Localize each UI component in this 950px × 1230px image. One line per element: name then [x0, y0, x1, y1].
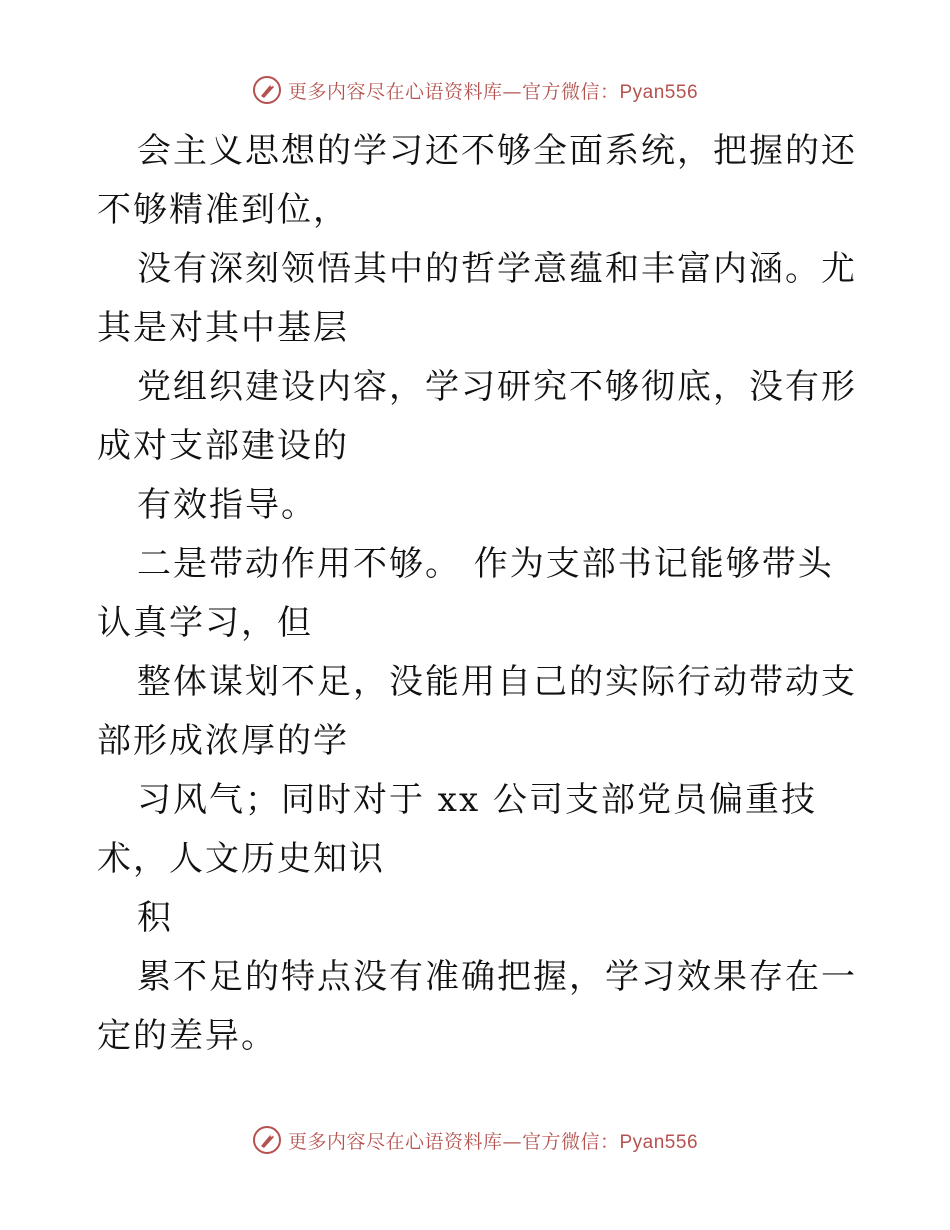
paragraph: 没有深刻领悟其中的哲学意蕴和丰富内涵。尤其是对其中基层 [97, 249, 857, 348]
pen-nib-logo-icon [252, 75, 282, 105]
header-banner-main: 更多内容尽在心语资料库—官方微信： [287, 80, 620, 103]
paragraph: 二是带动作用不够。 作为支部书记能够带头认真学习，但 [97, 544, 834, 643]
footer-banner-text [288, 1127, 698, 1154]
paragraph: 习风气；同时对于 xx 公司支部党员偏重技术，人文历史知识 [97, 780, 817, 879]
footer-banner [0, 1120, 950, 1160]
paragraph: 党组织建设内容，学习研究不够彻底，没有形成对支部建设的 [97, 367, 857, 466]
paragraph: 整体谋划不足，没能用自己的实际行动带动支部形成浓厚的学 [97, 662, 857, 761]
document-body [97, 122, 857, 1066]
header-banner-id: Pyan556 [619, 81, 699, 103]
footer-banner-id: Pyan556 [619, 1131, 699, 1153]
header-banner [0, 70, 950, 110]
paragraph: 会主义思想的学习还不够全面系统，把握的还不够精准到位， [97, 131, 857, 230]
paragraph: 有效指导。 [137, 485, 317, 525]
pen-nib-logo-icon [252, 1125, 282, 1155]
header-banner-text [288, 77, 698, 104]
paragraph: 积 [137, 898, 173, 938]
paragraph: 累不足的特点没有准确把握，学习效果存在一定的差异。 [97, 957, 857, 1056]
footer-banner-main: 更多内容尽在心语资料库—官方微信： [287, 1130, 620, 1153]
